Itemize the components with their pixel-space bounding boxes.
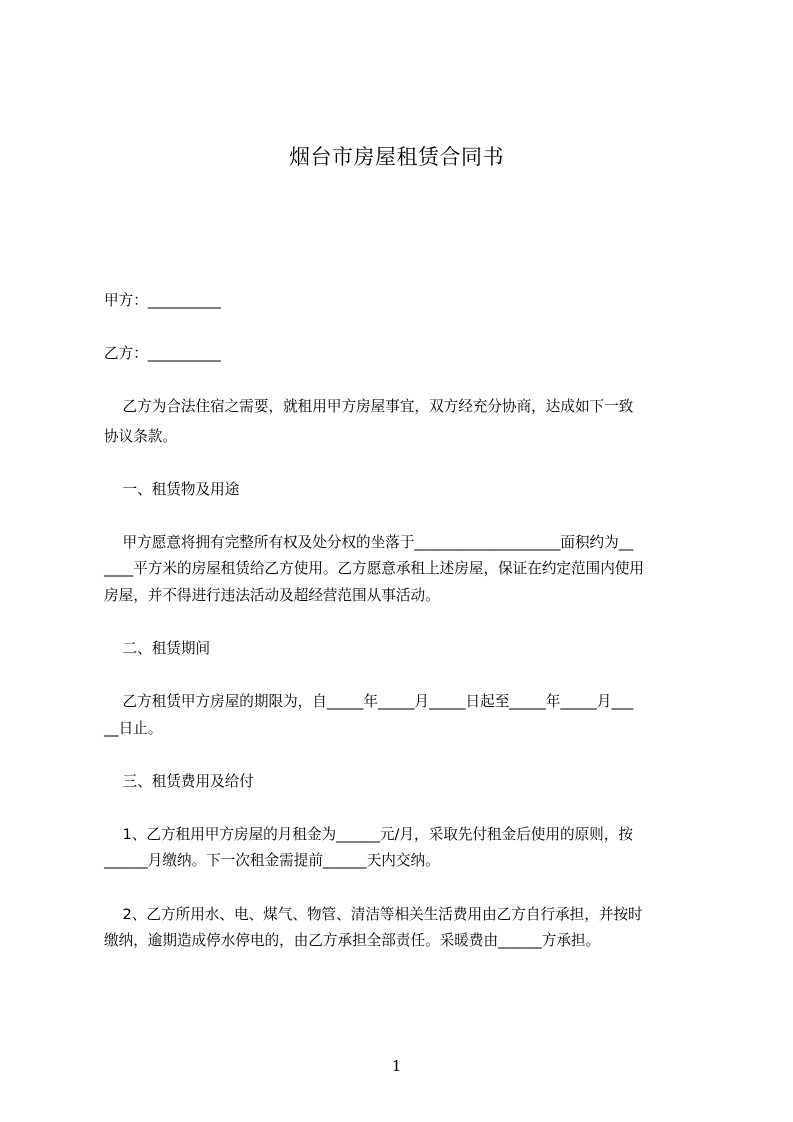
party-b-line: 乙方：__________ xyxy=(104,345,221,362)
intro-line-1: 乙方为合法住宿之需要，就租用甲方房屋事宜，双方经充分协商，达成如下一致 xyxy=(104,398,634,415)
section-2-line-1: 乙方租赁甲方房屋的期限为，自_____年_____月_____日起至_____年_____月___ xyxy=(104,693,634,710)
party-a-line: 甲方：__________ xyxy=(104,292,221,309)
page-number: 1 xyxy=(391,1057,402,1075)
intro-line-2: 协议条款。 xyxy=(104,428,177,445)
section-1-heading: 一、租赁物及用途 xyxy=(104,481,240,498)
section-3-item-2-line-1: 2、乙方所用水、电、煤气、物管、清洁等相关生活费用由乙方自行承担，并按时 xyxy=(104,906,643,923)
section-3-item-2-line-2: 缴纳，逾期造成停水停电的，由乙方承担全部责任。采暖费由______方承担。 xyxy=(104,932,601,949)
document-title: 烟台市房屋租赁合同书 xyxy=(289,145,504,169)
section-1-line-2: ____平方米的房屋租赁给乙方使用。乙方愿意承租上述房屋，保证在约定范围内使用 xyxy=(104,560,644,577)
section-3-item-1-line-2: ______月缴纳。下一次租金需提前______天内交纳。 xyxy=(104,852,440,869)
section-3-item-1-line-1: 1、乙方租用甲方房屋的月租金为______元/月，采取先付租金后使用的原则，按 xyxy=(104,826,633,843)
section-1-line-1: 甲方愿意将拥有完整所有权及处分权的坐落于____________________面积约为__ xyxy=(104,534,634,551)
section-1-line-3: 房屋，并不得进行违法活动及超经营范围从事活动。 xyxy=(104,587,440,604)
section-3-heading: 三、租赁费用及给付 xyxy=(104,773,254,790)
section-2-line-2: __日止。 xyxy=(104,720,163,737)
section-2-heading: 二、租赁期间 xyxy=(104,640,211,657)
